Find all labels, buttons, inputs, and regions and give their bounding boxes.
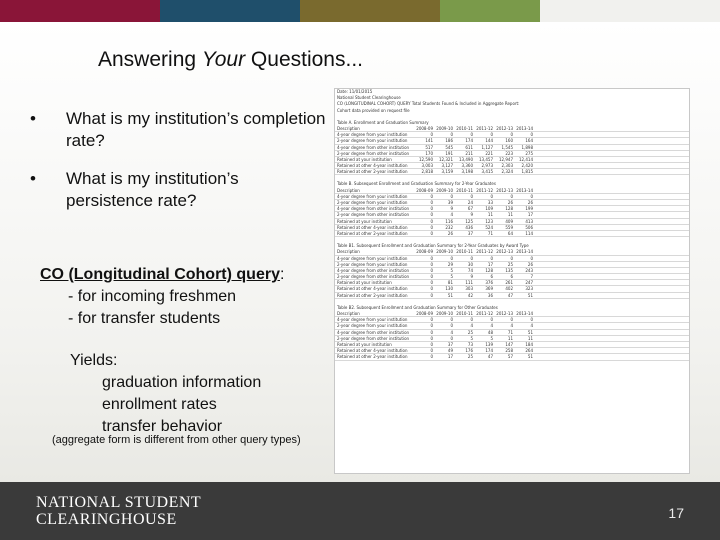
co-query-block <box>40 264 340 330</box>
aggregate-note: (aggregate form is different from other query types) <box>52 434 301 446</box>
report-cell: 81 <box>447 280 453 286</box>
report-cell: Retained at other 2-year institution <box>337 354 408 360</box>
report-cell: 2-year degree from your institution <box>337 138 408 144</box>
report-cell: 4 <box>530 323 533 329</box>
report-cell: 17 <box>447 354 453 360</box>
report-cell: 0 <box>510 132 513 138</box>
report-cell: 4-year degree from other institution <box>337 144 410 150</box>
bullet-item <box>30 108 330 152</box>
report-cell: 36 <box>487 292 493 298</box>
report-cell: 221 <box>485 150 493 156</box>
report-cell: Retained at other 4-year institution <box>337 348 408 354</box>
report-cell: 0 <box>450 323 453 329</box>
report-cell: 186 <box>445 138 453 144</box>
report-cell: 51 <box>527 354 533 360</box>
report-cell: 25 <box>507 261 513 267</box>
report-header-line: Date: 11/01/2015 <box>337 89 373 94</box>
report-cell: 13,457 <box>479 156 493 162</box>
bullet-item <box>30 168 330 212</box>
report-cell: 4-year degree from other institution <box>337 206 410 212</box>
report-cell: 3,198 <box>461 169 473 175</box>
report-col-label: 2013-14 <box>516 249 533 255</box>
yields-item: enrollment rates <box>102 396 217 413</box>
report-cell: 0 <box>490 255 493 261</box>
report-cell: 71 <box>507 329 513 335</box>
report-cell: 4 <box>510 323 513 329</box>
report-cell: 47 <box>507 292 513 298</box>
report-cell: 9 <box>470 274 473 280</box>
top-color-strip <box>0 0 720 22</box>
report-cell: 5 <box>490 335 493 341</box>
report-cell: 0 <box>430 267 433 273</box>
report-cell: 0 <box>430 193 433 199</box>
report-cell: 39 <box>447 200 453 205</box>
report-cell: 11 <box>507 212 513 218</box>
report-cell: 1,815 <box>521 169 533 175</box>
report-cell: 2-year degree from your institution <box>337 323 408 329</box>
report-cell: 174 <box>465 138 473 144</box>
report-cell: 199 <box>525 206 533 212</box>
report-col-label: Description <box>337 187 360 193</box>
report-cell: 184 <box>525 341 533 347</box>
report-cell: 3,159 <box>441 169 453 175</box>
yields-item: graduation information <box>102 374 262 391</box>
report-cell: 211 <box>465 150 473 156</box>
report-cell: 174 <box>485 348 493 354</box>
report-cell: 4-year degree from your institution <box>337 193 408 199</box>
report-cell: 409 <box>505 218 513 224</box>
report-cell: 559 <box>505 224 513 230</box>
co-heading: CO (Longitudinal Cohort) query <box>40 266 280 283</box>
report-cell: 17 <box>527 212 533 218</box>
report-col-label: 2009-10 <box>436 249 453 255</box>
report-cell: 369 <box>485 286 493 292</box>
report-col-label: 2012-13 <box>496 311 513 316</box>
report-cell: 128 <box>485 267 493 273</box>
report-col-label: 2008-09 <box>416 125 433 131</box>
clearinghouse-logo <box>36 494 201 529</box>
report-cell: 5 <box>450 274 453 280</box>
report-cell: 17 <box>487 261 493 267</box>
report-cell: 0 <box>430 200 433 205</box>
report-cell: 2,973 <box>481 163 493 169</box>
report-cell: 1,545 <box>501 144 513 150</box>
report-col-label: 2011-12 <box>476 125 493 131</box>
report-cell: 258 <box>505 348 513 354</box>
report-col-label: 2009-10 <box>436 125 453 131</box>
report-cell: 261 <box>505 280 513 286</box>
report-cell: 3,127 <box>441 163 453 169</box>
report-cell: 436 <box>465 224 473 230</box>
report-cell: 144 <box>485 138 493 144</box>
report-cell: 42 <box>467 292 473 298</box>
report-cell: 0 <box>470 132 473 138</box>
co-item: - for incoming freshmen <box>68 288 237 305</box>
report-cell: 0 <box>430 323 433 329</box>
report-cell: 0 <box>430 335 433 341</box>
report-cell: 4 <box>470 323 473 329</box>
report-col-label: 2013-14 <box>516 187 533 193</box>
report-col-label: 2008-09 <box>416 249 433 255</box>
footer-bar <box>0 482 720 540</box>
report-cell: 48 <box>487 329 493 335</box>
report-cell: 9 <box>450 206 453 212</box>
report-col-label: 2010-11 <box>456 311 473 316</box>
strip-segment <box>160 0 300 22</box>
report-cell: 275 <box>525 150 533 156</box>
report-cell: 26 <box>447 230 453 236</box>
report-header-line: Cohort data provided on request file <box>337 107 410 113</box>
report-col-label: 2013-14 <box>516 125 533 131</box>
report-cell: 4-year degree from other institution <box>337 329 410 335</box>
report-cell: 0 <box>430 286 433 292</box>
report-cell: 2,303 <box>501 163 513 169</box>
report-cell: 71 <box>487 230 493 236</box>
yields-label: Yields: <box>70 352 118 369</box>
report-cell: 170 <box>425 150 433 156</box>
report-cell: 123 <box>485 218 493 224</box>
report-cell: 0 <box>450 193 453 199</box>
report-cell: 0 <box>430 255 433 261</box>
report-cell: Retained at other 4-year institution <box>337 163 408 169</box>
co-colon: : <box>279 266 285 283</box>
report-cell: 26 <box>527 261 533 267</box>
report-col-label: 2011-12 <box>476 187 493 193</box>
report-cell: 0 <box>430 348 433 354</box>
report-cell: 141 <box>425 138 433 144</box>
co-item: - for transfer students <box>68 310 221 327</box>
report-cell: 0 <box>450 132 453 138</box>
report-col-label: 2010-11 <box>456 125 473 131</box>
report-cell: 49 <box>447 348 453 354</box>
report-col-label: 2009-10 <box>436 187 453 193</box>
report-cell: 25 <box>467 354 473 360</box>
report-cell: 0 <box>490 317 493 323</box>
report-col-label: Description <box>337 125 360 131</box>
report-cell: 30 <box>467 261 473 267</box>
report-cell: 37 <box>467 230 473 236</box>
report-cell: 0 <box>430 261 433 267</box>
slide-title <box>98 48 363 72</box>
report-section-title: Table B. Subsequent Enrollment and Graduation Summary for 2-Year Graduates <box>337 181 496 187</box>
report-cell: 0 <box>430 274 433 280</box>
report-cell: 11 <box>507 335 513 341</box>
report-cell: 2-year degree from your institution <box>337 200 408 205</box>
strip-segment <box>540 0 720 22</box>
report-cell: 51 <box>527 329 533 335</box>
report-cell: Retained at other 2-year institution <box>337 230 408 236</box>
report-cell: 376 <box>485 280 493 286</box>
report-cell: Retained at other 4-year institution <box>337 286 408 292</box>
report-cell: 2-year degree from other institution <box>337 274 410 280</box>
report-cell: 4-year degree from your institution <box>337 317 408 323</box>
report-cell: 64 <box>507 230 513 236</box>
logo-line2: CLEARINGHOUSE <box>36 511 177 528</box>
report-header-line: National Student Clearinghouse <box>337 95 401 101</box>
bullet-marker: • <box>30 109 36 128</box>
report-cell: 264 <box>525 348 533 354</box>
report-cell: 0 <box>530 317 533 323</box>
report-col-label: 2011-12 <box>476 311 493 316</box>
report-cell: 33 <box>487 200 493 205</box>
report-cell: 0 <box>450 335 453 341</box>
report-col-label: 2012-13 <box>496 125 513 131</box>
report-section-title: Table B2. Subsequent Enrollment and Graduation Summary for Other Graduates <box>337 304 498 310</box>
report-cell: 26 <box>527 200 533 205</box>
report-col-label: 2010-11 <box>456 187 473 193</box>
report-cell: 125 <box>465 218 473 224</box>
report-cell: 303 <box>465 286 473 292</box>
report-cell: 73 <box>467 341 473 347</box>
report-cell: 0 <box>470 317 473 323</box>
report-total-note: Total Students Found & Included in Aggregate Report: <box>410 101 520 107</box>
report-cell: 2,420 <box>521 163 533 169</box>
report-cell: 2,324 <box>501 169 513 175</box>
report-col-label: 2012-13 <box>496 249 513 255</box>
report-gap <box>335 361 689 367</box>
question-list <box>30 108 330 228</box>
report-cell: 0 <box>430 292 433 298</box>
report-cell: 0 <box>530 193 533 199</box>
report-cell: 176 <box>465 348 473 354</box>
report-cell: 323 <box>525 286 533 292</box>
report-cell: 147 <box>505 341 513 347</box>
report-cell: 0 <box>430 280 433 286</box>
report-cell: 191 <box>445 150 453 156</box>
report-screenshot <box>334 88 690 474</box>
report-cell: 5 <box>470 335 473 341</box>
report-header-line: CO (LONGITUDINAL COHORT) QUERY Total Students Found & Included in Aggregate Report: <box>337 101 520 107</box>
report-cell: 57 <box>507 354 513 360</box>
report-cell: 47 <box>487 354 493 360</box>
report-col-label: 2009-10 <box>436 311 453 316</box>
report-cell: 2-year degree from your institution <box>337 261 408 267</box>
report-cell: 0 <box>430 329 433 335</box>
report-cell: 9 <box>470 212 473 218</box>
report-cell: 6 <box>510 274 513 280</box>
report-cell: 2-year degree from other institution <box>337 212 410 218</box>
report-cell: Retained at your institution <box>337 218 392 224</box>
report-cell: 402 <box>505 286 513 292</box>
report-cell: 223 <box>505 150 513 156</box>
report-cell: 4 <box>450 329 453 335</box>
report-cell: 67 <box>467 206 473 212</box>
report-cell: 545 <box>445 144 453 150</box>
report-cell: 2-year degree from other institution <box>337 150 410 156</box>
report-cell: 51 <box>527 292 533 298</box>
report-cell: 243 <box>525 267 533 273</box>
report-col-label: 2008-09 <box>416 187 433 193</box>
report-cell: 12,590 <box>419 156 433 162</box>
bullet-marker: • <box>30 169 36 188</box>
report-cell: 0 <box>510 255 513 261</box>
report-col-label: 2012-13 <box>496 187 513 193</box>
title-italic: Your <box>201 48 246 71</box>
bullet-text: What is my institution’s completion rate? <box>66 109 326 150</box>
report-col-label: Description <box>337 249 360 255</box>
strip-segment <box>300 0 440 22</box>
report-cell: 7 <box>530 274 533 280</box>
report-cell: 0 <box>470 255 473 261</box>
strip-segment <box>440 0 540 22</box>
report-cell: 2,818 <box>421 169 433 175</box>
report-cell: 0 <box>510 193 513 199</box>
report-cell: 517 <box>425 144 433 150</box>
report-cell: 12,947 <box>499 156 513 162</box>
report-cell: 3,360 <box>461 163 473 169</box>
report-cell: 51 <box>447 292 453 298</box>
report-cell: 111 <box>465 280 473 286</box>
yields-item: transfer behavior <box>102 418 223 435</box>
strip-segment <box>0 0 160 22</box>
report-cell: 130 <box>445 286 453 292</box>
report-cell: 164 <box>525 138 533 144</box>
report-cell: 0 <box>450 255 453 261</box>
logo-line1: NATIONAL STUDENT <box>36 494 202 511</box>
report-cell: 0 <box>430 224 433 230</box>
report-cell: Retained at other 2-year institution <box>337 292 408 298</box>
title-suffix: Questions... <box>245 48 363 71</box>
report-cell: 0 <box>430 341 433 347</box>
report-cell: 12,414 <box>519 156 533 162</box>
report-cell: 12,321 <box>439 156 453 162</box>
report-cell: 0 <box>430 212 433 218</box>
report-cell: 232 <box>445 224 453 230</box>
report-cell: 26 <box>507 200 513 205</box>
report-col-label: 2010-11 <box>456 249 473 255</box>
report-cell: 109 <box>485 206 493 212</box>
report-cell: 247 <box>525 280 533 286</box>
report-cell: 1,898 <box>521 144 533 150</box>
report-cell: 4-year degree from other institution <box>337 267 410 273</box>
report-cell: 11 <box>487 212 493 218</box>
report-cell: 0 <box>430 132 433 138</box>
report-cell: 524 <box>485 224 493 230</box>
report-col-label: 2011-12 <box>476 249 493 255</box>
report-cell: 0 <box>530 255 533 261</box>
report-cell: Retained at other 2-year institution <box>337 169 408 175</box>
report-cell: 4-year degree from your institution <box>337 132 408 138</box>
report-cell: 5 <box>450 267 453 273</box>
report-cell: 0 <box>430 218 433 224</box>
report-cell: 128 <box>505 206 513 212</box>
report-cell: 0 <box>530 132 533 138</box>
report-cell: 2-year degree from other institution <box>337 335 410 341</box>
report-col-label: 2013-14 <box>516 311 533 316</box>
report-cell: 1,127 <box>481 144 493 150</box>
report-cell: 139 <box>485 341 493 347</box>
report-cell: Retained at other 4-year institution <box>337 224 408 230</box>
report-section-title: Table A. Enrollment and Graduation Summary <box>337 119 429 125</box>
bullet-text: What is my institution’s persistence rate? <box>66 169 239 210</box>
yields-block <box>70 350 330 438</box>
report-cell: 4-year degree from your institution <box>337 255 408 261</box>
report-cell: 0 <box>470 193 473 199</box>
report-cell: 413 <box>525 218 533 224</box>
report-cell: 74 <box>467 267 473 273</box>
report-cell: 116 <box>445 218 453 224</box>
report-cell: Retained at your institution <box>337 156 392 162</box>
report-col-label: Description <box>337 311 360 316</box>
report-cell: 0 <box>490 193 493 199</box>
report-cell: 13,490 <box>459 156 473 162</box>
report-cell: 611 <box>465 144 473 150</box>
report-cell: 506 <box>525 224 533 230</box>
report-cell: 0 <box>430 317 433 323</box>
report-cell: 37 <box>447 341 453 347</box>
report-cell: 3,415 <box>481 169 493 175</box>
report-cell: 0 <box>490 132 493 138</box>
report-cell: 114 <box>525 230 533 236</box>
report-cell: 0 <box>430 206 433 212</box>
report-cell: 0 <box>510 317 513 323</box>
report-cell: Retained at your institution <box>337 280 392 286</box>
title-prefix: Answering <box>98 48 202 71</box>
report-cell: 6 <box>490 274 493 280</box>
page-number: 17 <box>668 505 684 521</box>
report-cell: 11 <box>527 335 533 341</box>
report-cell: 0 <box>430 230 433 236</box>
report-cell: 3,003 <box>421 163 433 169</box>
report-section-title: Table B1. Subsequent Enrollment and Graduation Summary for 2-Year Graduates by Award Type <box>337 243 529 249</box>
report-cell: Retained at your institution <box>337 341 392 347</box>
report-cell: 0 <box>450 317 453 323</box>
report-col-label: 2008-09 <box>416 311 433 316</box>
report-cell: 4 <box>450 212 453 218</box>
report-cell: 24 <box>467 200 473 205</box>
report-cell: 29 <box>447 261 453 267</box>
report-cell: 4 <box>490 323 493 329</box>
report-cell: 0 <box>430 354 433 360</box>
report-cell: 135 <box>505 267 513 273</box>
report-cell: 160 <box>505 138 513 144</box>
report-cell: 25 <box>467 329 473 335</box>
